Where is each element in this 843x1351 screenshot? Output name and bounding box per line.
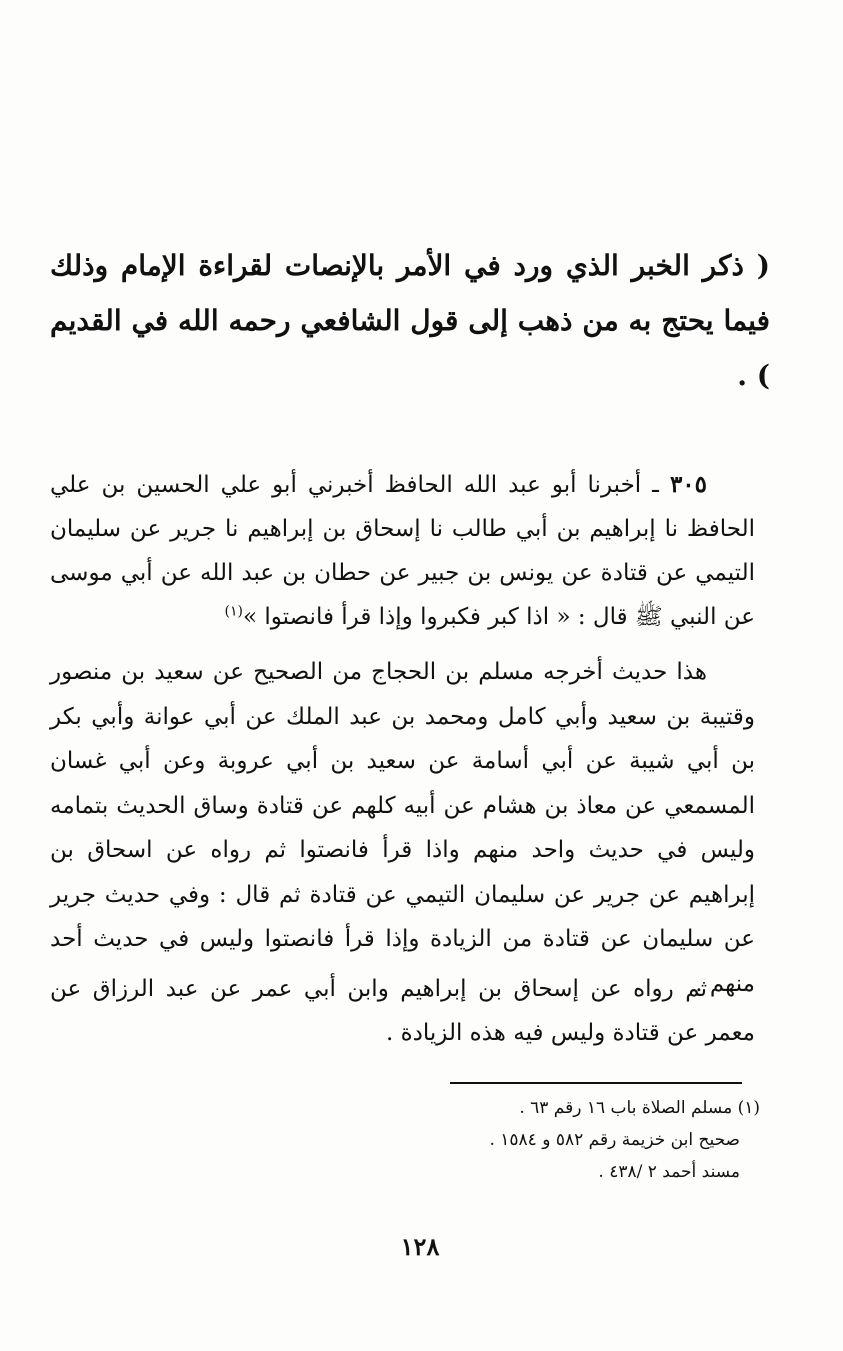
page-number: ١٢٨ [400,1232,440,1261]
footnote-line: صحيح ابن خزيمة رقم ٥٨٢ و ١٥٨٤ . [489,1130,740,1150]
commentary-paragraph [50,650,755,1006]
commentary-text-2: ثم رواه عن إسحاق بن إبراهيم وابن أبي عمر عن عبد الرزاق عن معمر عن قتادة وليس فيه هذه الزيادة . [50,976,755,1046]
footnote-line: مسند أحمد ٢ /٤٣٨ . [598,1162,740,1182]
hadith-text: ـ أخبرنا أبو عبد الله الحافظ أخبرني أبو علي الحسين بن علي الحافظ نا إبراهيم بن أبي طالب نا إسحاق بن إبراهيم نا جرير عن سليمان التيمي عن قتادة عن يونس بن جبير عن حطان بن عبد الله عن أبي موسى عن النبي ﷺ قال : « اذا كبر فكبروا وإذا قرأ فانصتوا » [50,472,755,630]
hadith-paragraph [50,463,755,639]
footnote-line: (١) مسلم الصلاة باب ١٦ رقم ٦٣ . [519,1098,760,1118]
hadith-number: ٣٠٥ [669,471,708,498]
section-heading: ( ذكر الخبر الذي ورد في الأمر بالإنصات لقراءة الإمام وذلك فيما يحتج به من ذهب إلى قول الشافعي رحمه الله في القديم ) . [50,249,770,392]
footnote-ref[interactable]: (١) [224,603,243,620]
commentary-text: هذا حديث أخرجه مسلم بن الحجاج من الصحيح عن سعيد بن منصور وقتيبة بن سعيد وأبي كامل ومحمد بن عبد الملك عن أبي عوانة وأبي بكر بن أبي شيبة عن أبي أسامة عن سعيد بن أبي عروبة وعن أبي غسان المسمعي عن معاذ بن هشام عن أبيه كلهم عن قتادة وساق الحديث بتمامه وليس في حديث واحد منهم واذا قرأ فانصتوا ثم رواه عن اسحاق بن إبراهيم عن جرير عن سليمان التيمي عن قتادة ثم قال : وفي حديث جرير عن سليمان عن قتادة من الزيادة وإذا قرأ فانصتوا وليس في حديث أحد منهم . [50,659,755,997]
footnote-divider [450,1082,742,1084]
commentary-paragraph-2 [50,967,755,1055]
footnotes [300,1092,760,1188]
